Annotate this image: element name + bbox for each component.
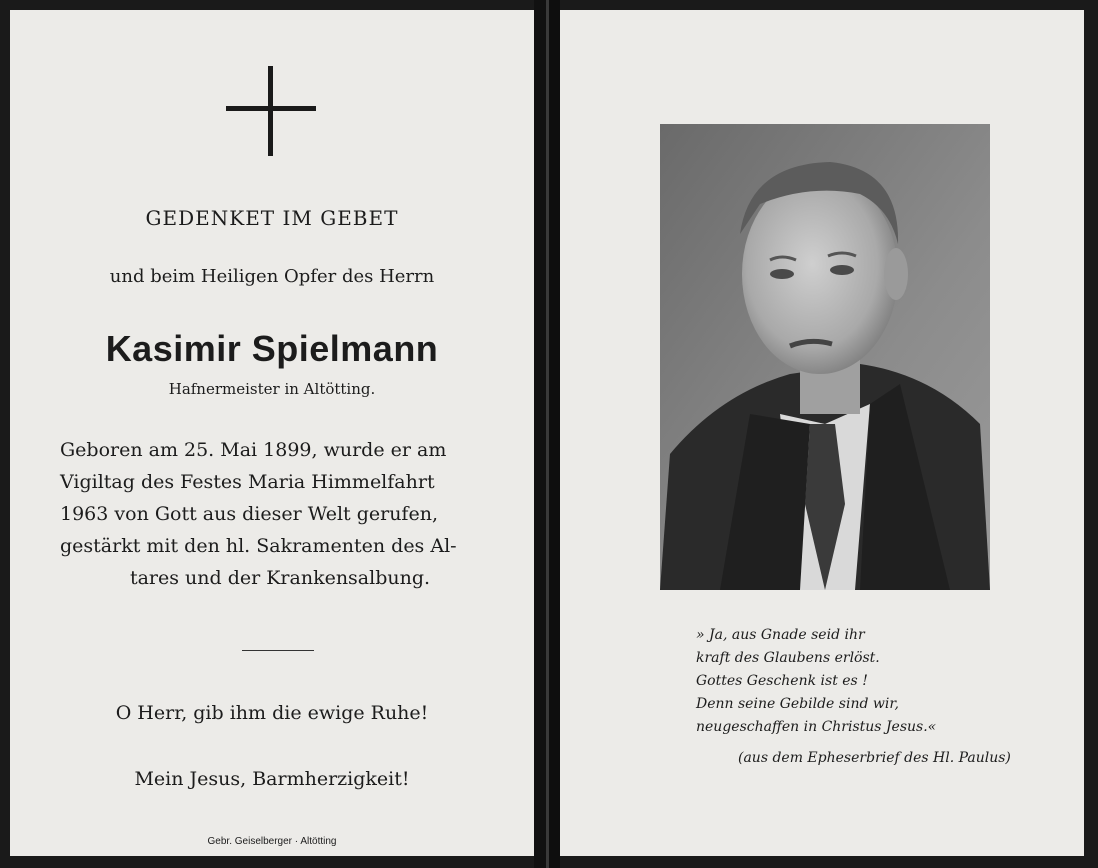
quote-line: kraft des Glaubens erlöst. (696, 650, 880, 666)
quote-line: » Ja, aus Gnade seid ihr (696, 627, 865, 643)
memorial-heading: GEDENKET IM GEBET (145, 206, 399, 230)
biography-line: 1963 von Gott aus dieser Welt gerufen, (60, 503, 438, 525)
cross-icon (226, 66, 316, 156)
divider-line (242, 650, 314, 651)
prayer-mercy: Mein Jesus, Barmherzigkeit! (134, 768, 410, 790)
biography-line: gestärkt mit den hl. Sakramenten des Al- (60, 535, 457, 557)
quote-source: (aus dem Epheserbrief des Hl. Paulus) (738, 750, 1011, 766)
quote-line: Denn seine Gebilde sind wir, (696, 696, 899, 712)
prayer-eternal-rest: O Herr, gib ihm die ewige Ruhe! (115, 702, 429, 724)
left-card-panel (10, 10, 534, 856)
memorial-subheading: und beim Heiligen Opfer des Herrn (109, 266, 435, 287)
quote-line: Gottes Geschenk ist es ! (696, 673, 868, 689)
biography-line: Geboren am 25. Mai 1899, wurde er am (60, 439, 447, 461)
deceased-name: Kasimir Spielmann (105, 328, 439, 369)
biography-text (60, 434, 500, 594)
card-fold-border-right (549, 0, 560, 868)
card-fold-border (534, 0, 546, 868)
bible-quote (696, 624, 936, 739)
portrait-photo (660, 124, 990, 590)
biography-line: tares und der Krankensalbung. (129, 567, 431, 589)
printer-credit: Gebr. Geiselberger · Altötting (207, 836, 337, 847)
deceased-occupation: Hafnermeister in Altötting. (168, 380, 376, 398)
right-card-panel (560, 10, 1084, 856)
quote-line: neugeschaffen in Christus Jesus.« (696, 719, 937, 735)
biography-line: Vigiltag des Festes Maria Himmelfahrt (60, 471, 435, 493)
